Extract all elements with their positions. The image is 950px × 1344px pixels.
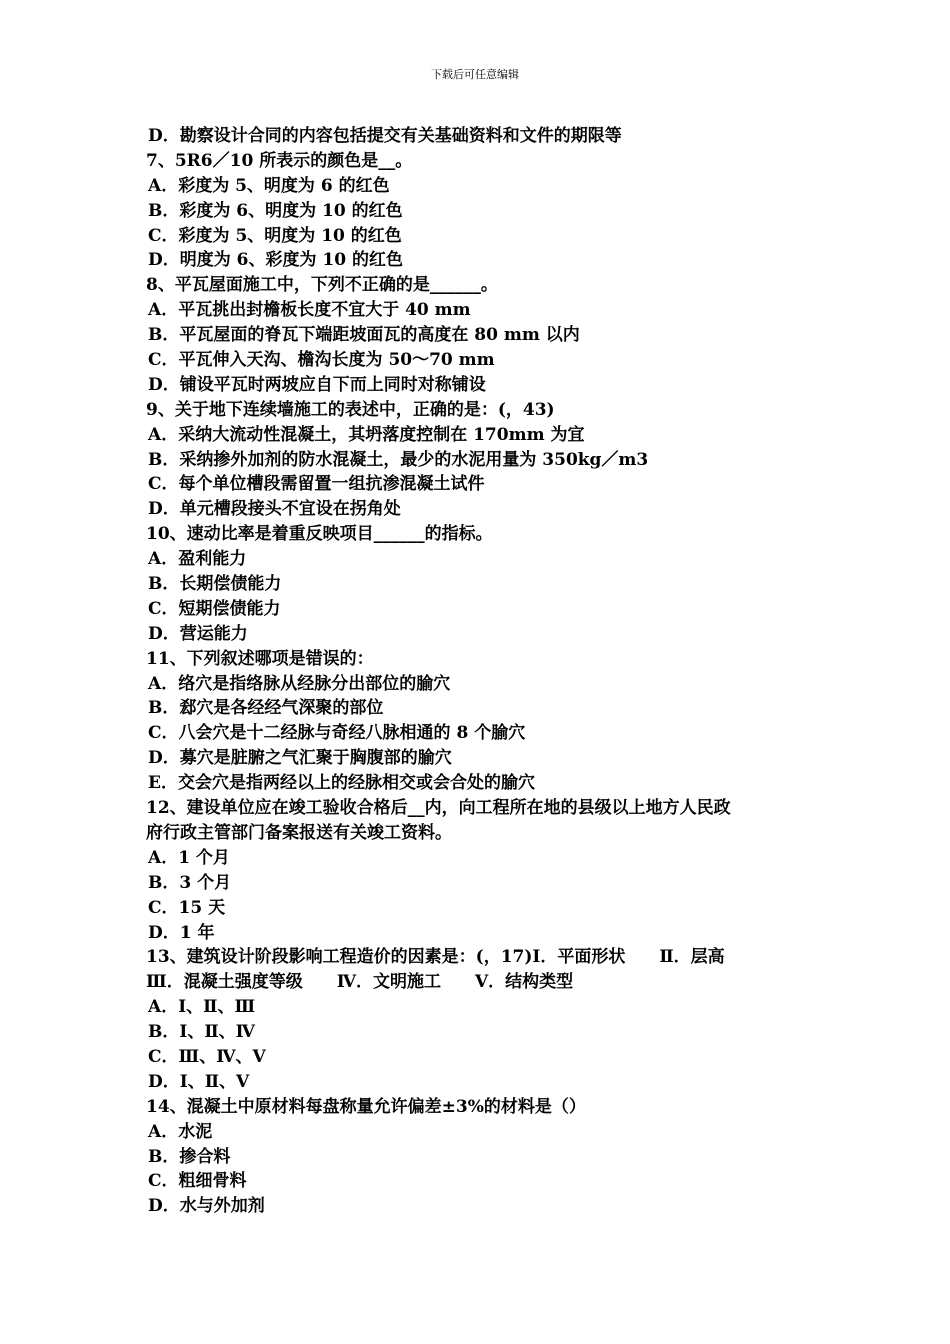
answer-option: A．采纳大流动性混凝土，其坍落度控制在 170mm 为宜	[148, 424, 585, 445]
page-header-note: 下载后可任意编辑	[431, 68, 519, 81]
answer-option: D．1 年	[148, 922, 215, 943]
question-text: 府行政主管部门备案报送有关竣工资料。	[146, 822, 452, 843]
answer-option: D．勘察设计合同的内容包括提交有关基础资料和文件的期限等	[148, 126, 622, 146]
answer-option: C．Ⅲ、Ⅳ、Ⅴ	[148, 1046, 266, 1067]
answer-option: C．15 天	[148, 897, 226, 918]
answer-option: A．盈利能力	[148, 549, 247, 570]
answer-option: B．平瓦屋面的脊瓦下端距坡面瓦的高度在 80 mm 以内	[148, 325, 580, 346]
answer-option: C．每个单位槽段需留置一组抗渗混凝土试件	[148, 474, 485, 495]
answer-option: B．采纳掺外加剂的防水混凝土，最少的水泥用量为 350kg／m3	[148, 449, 649, 470]
answer-option: A．彩度为 5、明度为 6 的红色	[148, 175, 390, 196]
answer-option: D．铺设平瓦时两坡应自下而上同时对称铺设	[148, 374, 486, 395]
answer-option: A．络穴是指络脉从经脉分出部位的腧穴	[148, 673, 451, 694]
answer-option: A．1 个月	[148, 847, 230, 868]
answer-option: C．彩度为 5、明度为 10 的红色	[148, 225, 402, 246]
answer-option: B．长期偿债能力	[148, 574, 282, 595]
answer-option: B．掺合料	[148, 1146, 231, 1167]
question-text: 7、5R6／10 所表示的颜色是__。	[146, 150, 413, 171]
answer-option: A．Ⅰ、Ⅱ、Ⅲ	[148, 997, 256, 1018]
answer-option: B．郄穴是各经经气深聚的部位	[148, 698, 384, 719]
answer-option: D．单元槽段接头不宜设在拐角处	[148, 499, 401, 520]
question-text: 14、混凝土中原材料每盘称量允许偏差±3%的材料是（）	[146, 1096, 586, 1117]
answer-option: D．营运能力	[148, 623, 248, 644]
question-text: Ⅲ．混凝土强度等级 Ⅳ．文明施工 Ⅴ．结构类型	[146, 972, 574, 993]
answer-option: C．短期偿债能力	[148, 598, 281, 619]
answer-option: D．水与外加剂	[148, 1196, 265, 1217]
answer-option: B．彩度为 6、明度为 10 的红色	[148, 200, 403, 221]
question-list	[146, 124, 816, 1219]
answer-option: B．Ⅰ、Ⅱ、Ⅳ	[148, 1022, 255, 1043]
answer-option: C．八会穴是十二经脉与奇经八脉相通的 8 个腧穴	[148, 723, 526, 744]
question-text: 13、建筑设计阶段影响工程造价的因素是：(，17)Ⅰ．平面形状 Ⅱ．层高	[146, 947, 725, 968]
answer-option: C．粗细骨料	[148, 1171, 247, 1192]
answer-option: B．3 个月	[148, 872, 232, 893]
answer-option: C．平瓦伸入天沟、檐沟长度为 50～70 mm	[148, 350, 495, 371]
answer-option: A．水泥	[148, 1121, 213, 1142]
answer-option: D．募穴是脏腑之气汇聚于胸腹部的腧穴	[148, 748, 452, 769]
answer-option: D．明度为 6、彩度为 10 的红色	[148, 250, 403, 271]
answer-option: D．Ⅰ、Ⅱ、Ⅴ	[148, 1071, 250, 1092]
question-text: 9、关于地下连续墙施工的表述中，正确的是：(，43)	[146, 399, 555, 420]
answer-option: E．交会穴是指两经以上的经脉相交或会合处的腧穴	[148, 773, 535, 794]
question-text: 10、速动比率是着重反映项目______的指标。	[146, 524, 493, 545]
question-text: 8、平瓦屋面施工中，下列不正确的是______。	[146, 275, 498, 296]
question-text: 11、下列叙述哪项是错误的：	[146, 648, 374, 669]
question-text: 12、建设单位应在竣工验收合格后__内，向工程所在地的县级以上地方人民政	[146, 798, 731, 819]
answer-option: A．平瓦挑出封檐板长度不宜大于 40 mm	[148, 300, 471, 321]
